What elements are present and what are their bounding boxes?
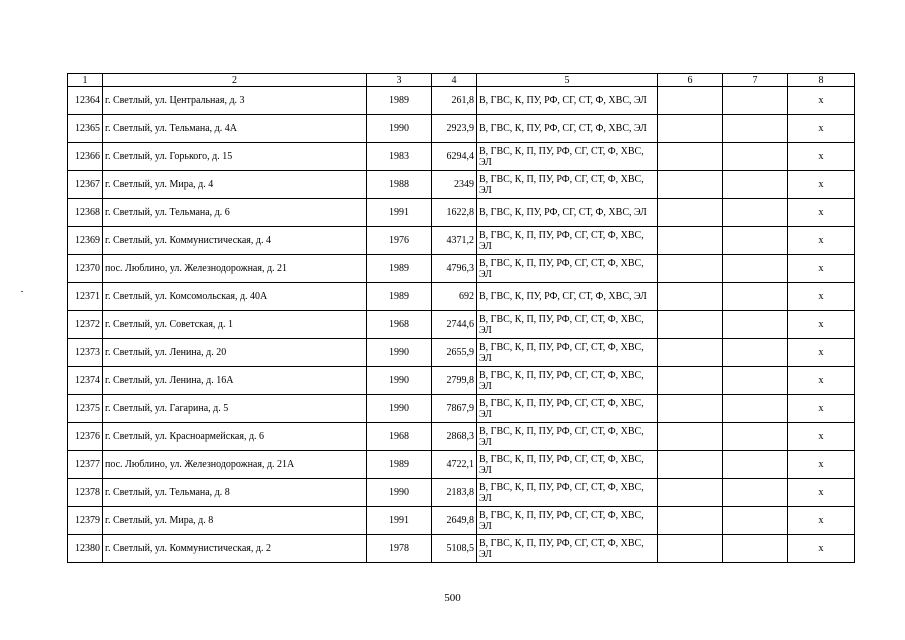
mark-cell: х xyxy=(788,199,855,227)
table-row xyxy=(68,395,855,423)
mark-cell: х xyxy=(788,227,855,255)
address-cell: г. Светлый, ул. Горького, д. 15 xyxy=(103,143,367,171)
column-7-cell xyxy=(723,227,788,255)
utilities-cell: В, ГВС, К, П, ПУ, РФ, СГ, СТ, Ф, ХВС, ЭЛ xyxy=(477,367,658,395)
area-cell: 2655,9 xyxy=(432,339,477,367)
table-row xyxy=(68,87,855,115)
address-cell: г. Светлый, ул. Комсомольская, д. 40А xyxy=(103,283,367,311)
column-7-cell xyxy=(723,143,788,171)
area-cell: 7867,9 xyxy=(432,395,477,423)
column-6-cell xyxy=(658,451,723,479)
area-cell: 2923,9 xyxy=(432,115,477,143)
record-number-cell: 12372 xyxy=(68,311,103,339)
record-number-cell: 12365 xyxy=(68,115,103,143)
utilities-cell: В, ГВС, К, П, ПУ, РФ, СГ, СТ, Ф, ХВС, ЭЛ xyxy=(477,311,658,339)
column-6-cell xyxy=(658,283,723,311)
utilities-cell: В, ГВС, К, П, ПУ, РФ, СГ, СТ, Ф, ХВС, ЭЛ xyxy=(477,143,658,171)
column-7-cell xyxy=(723,283,788,311)
mark-cell: х xyxy=(788,451,855,479)
year-built-cell: 1989 xyxy=(367,283,432,311)
year-built-cell: 1976 xyxy=(367,227,432,255)
column-7-cell xyxy=(723,367,788,395)
record-number-cell: 12376 xyxy=(68,423,103,451)
utilities-cell: В, ГВС, К, П, ПУ, РФ, СГ, СТ, Ф, ХВС, ЭЛ xyxy=(477,339,658,367)
column-7-cell xyxy=(723,311,788,339)
table-row xyxy=(68,423,855,451)
column-6-cell xyxy=(658,479,723,507)
table-row xyxy=(68,339,855,367)
record-number-cell: 12379 xyxy=(68,507,103,535)
record-number-cell: 12370 xyxy=(68,255,103,283)
record-number-cell: 12366 xyxy=(68,143,103,171)
record-number-cell: 12374 xyxy=(68,367,103,395)
column-number-row xyxy=(68,74,855,87)
record-number-cell: 12375 xyxy=(68,395,103,423)
table-row xyxy=(68,227,855,255)
area-cell: 2183,8 xyxy=(432,479,477,507)
column-7-cell xyxy=(723,339,788,367)
table-row xyxy=(68,479,855,507)
year-built-cell: 1990 xyxy=(367,339,432,367)
address-cell: г. Светлый, ул. Советская, д. 1 xyxy=(103,311,367,339)
table-row xyxy=(68,535,855,563)
column-7-cell xyxy=(723,115,788,143)
area-cell: 261,8 xyxy=(432,87,477,115)
year-built-cell: 1968 xyxy=(367,311,432,339)
utilities-cell: В, ГВС, К, ПУ, РФ, СГ, СТ, Ф, ХВС, ЭЛ xyxy=(477,283,658,311)
mark-cell: х xyxy=(788,535,855,563)
year-built-cell: 1991 xyxy=(367,507,432,535)
year-built-cell: 1983 xyxy=(367,143,432,171)
record-number-cell: 12369 xyxy=(68,227,103,255)
area-cell: 5108,5 xyxy=(432,535,477,563)
address-cell: пос. Люблино, ул. Железнодорожная, д. 21А xyxy=(103,451,367,479)
column-6-cell xyxy=(658,171,723,199)
column-number: 8 xyxy=(788,74,855,87)
mark-cell: х xyxy=(788,283,855,311)
column-7-cell xyxy=(723,255,788,283)
year-built-cell: 1968 xyxy=(367,423,432,451)
column-7-cell xyxy=(723,199,788,227)
address-cell: г. Светлый, ул. Красноармейская, д. 6 xyxy=(103,423,367,451)
area-cell: 1622,8 xyxy=(432,199,477,227)
mark-cell: х xyxy=(788,143,855,171)
address-cell: г. Светлый, ул. Тельмана, д. 6 xyxy=(103,199,367,227)
table-row xyxy=(68,283,855,311)
utilities-cell: В, ГВС, К, ПУ, РФ, СГ, СТ, Ф, ХВС, ЭЛ xyxy=(477,115,658,143)
utilities-cell: В, ГВС, К, П, ПУ, РФ, СГ, СТ, Ф, ХВС, ЭЛ xyxy=(477,227,658,255)
column-7-cell xyxy=(723,507,788,535)
area-cell: 2868,3 xyxy=(432,423,477,451)
area-cell: 4796,3 xyxy=(432,255,477,283)
mark-cell: х xyxy=(788,255,855,283)
utilities-cell: В, ГВС, К, ПУ, РФ, СГ, СТ, Ф, ХВС, ЭЛ xyxy=(477,199,658,227)
column-6-cell xyxy=(658,367,723,395)
year-built-cell: 1990 xyxy=(367,479,432,507)
record-number-cell: 12378 xyxy=(68,479,103,507)
column-6-cell xyxy=(658,507,723,535)
column-6-cell xyxy=(658,227,723,255)
column-6-cell xyxy=(658,143,723,171)
year-built-cell: 1988 xyxy=(367,171,432,199)
year-built-cell: 1990 xyxy=(367,115,432,143)
table-row xyxy=(68,171,855,199)
area-cell: 2744,6 xyxy=(432,311,477,339)
record-number-cell: 12373 xyxy=(68,339,103,367)
area-cell: 4371,2 xyxy=(432,227,477,255)
table-row xyxy=(68,451,855,479)
record-number-cell: 12364 xyxy=(68,87,103,115)
column-number: 7 xyxy=(723,74,788,87)
address-cell: г. Светлый, ул. Ленина, д. 20 xyxy=(103,339,367,367)
page-number: 500 xyxy=(444,592,461,604)
utilities-cell: В, ГВС, К, П, ПУ, РФ, СГ, СТ, Ф, ХВС, ЭЛ xyxy=(477,171,658,199)
record-number-cell: 12367 xyxy=(68,171,103,199)
utilities-cell: В, ГВС, К, П, ПУ, РФ, СГ, СТ, Ф, ХВС, ЭЛ xyxy=(477,535,658,563)
column-7-cell xyxy=(723,451,788,479)
mark-cell: х xyxy=(788,87,855,115)
scan-speck xyxy=(21,291,23,292)
column-number: 6 xyxy=(658,74,723,87)
housing-table xyxy=(67,73,855,563)
table-row xyxy=(68,507,855,535)
area-cell: 692 xyxy=(432,283,477,311)
column-7-cell xyxy=(723,87,788,115)
column-6-cell xyxy=(658,395,723,423)
column-6-cell xyxy=(658,199,723,227)
utilities-cell: В, ГВС, К, П, ПУ, РФ, СГ, СТ, Ф, ХВС, ЭЛ xyxy=(477,479,658,507)
address-cell: г. Светлый, ул. Центральная, д. 3 xyxy=(103,87,367,115)
column-6-cell xyxy=(658,115,723,143)
column-6-cell xyxy=(658,87,723,115)
column-number: 5 xyxy=(477,74,658,87)
mark-cell: х xyxy=(788,339,855,367)
year-built-cell: 1990 xyxy=(367,367,432,395)
area-cell: 2349 xyxy=(432,171,477,199)
address-cell: г. Светлый, ул. Мира, д. 8 xyxy=(103,507,367,535)
mark-cell: х xyxy=(788,479,855,507)
column-7-cell xyxy=(723,395,788,423)
column-6-cell xyxy=(658,423,723,451)
year-built-cell: 1989 xyxy=(367,451,432,479)
address-cell: г. Светлый, ул. Тельмана, д. 4А xyxy=(103,115,367,143)
column-6-cell xyxy=(658,311,723,339)
record-number-cell: 12380 xyxy=(68,535,103,563)
utilities-cell: В, ГВС, К, П, ПУ, РФ, СГ, СТ, Ф, ХВС, ЭЛ xyxy=(477,451,658,479)
year-built-cell: 1989 xyxy=(367,87,432,115)
mark-cell: х xyxy=(788,423,855,451)
record-number-cell: 12368 xyxy=(68,199,103,227)
mark-cell: х xyxy=(788,311,855,339)
table-row xyxy=(68,199,855,227)
table-row xyxy=(68,367,855,395)
year-built-cell: 1989 xyxy=(367,255,432,283)
mark-cell: х xyxy=(788,507,855,535)
area-cell: 2649,8 xyxy=(432,507,477,535)
column-number: 2 xyxy=(103,74,367,87)
year-built-cell: 1978 xyxy=(367,535,432,563)
year-built-cell: 1990 xyxy=(367,395,432,423)
column-7-cell xyxy=(723,535,788,563)
year-built-cell: 1991 xyxy=(367,199,432,227)
area-cell: 6294,4 xyxy=(432,143,477,171)
column-number: 1 xyxy=(68,74,103,87)
utilities-cell: В, ГВС, К, ПУ, РФ, СГ, СТ, Ф, ХВС, ЭЛ xyxy=(477,87,658,115)
address-cell: пос. Люблино, ул. Железнодорожная, д. 21 xyxy=(103,255,367,283)
table-row xyxy=(68,255,855,283)
utilities-cell: В, ГВС, К, П, ПУ, РФ, СГ, СТ, Ф, ХВС, ЭЛ xyxy=(477,423,658,451)
area-cell: 2799,8 xyxy=(432,367,477,395)
table-row xyxy=(68,115,855,143)
address-cell: г. Светлый, ул. Тельмана, д. 8 xyxy=(103,479,367,507)
record-number-cell: 12371 xyxy=(68,283,103,311)
column-number: 4 xyxy=(432,74,477,87)
record-number-cell: 12377 xyxy=(68,451,103,479)
mark-cell: х xyxy=(788,115,855,143)
column-6-cell xyxy=(658,255,723,283)
column-number: 3 xyxy=(367,74,432,87)
mark-cell: х xyxy=(788,171,855,199)
utilities-cell: В, ГВС, К, П, ПУ, РФ, СГ, СТ, Ф, ХВС, ЭЛ xyxy=(477,395,658,423)
table-row xyxy=(68,143,855,171)
mark-cell: х xyxy=(788,395,855,423)
address-cell: г. Светлый, ул. Гагарина, д. 5 xyxy=(103,395,367,423)
column-7-cell xyxy=(723,479,788,507)
address-cell: г. Светлый, ул. Мира, д. 4 xyxy=(103,171,367,199)
table-row xyxy=(68,311,855,339)
column-7-cell xyxy=(723,171,788,199)
column-7-cell xyxy=(723,423,788,451)
column-6-cell xyxy=(658,339,723,367)
column-6-cell xyxy=(658,535,723,563)
address-cell: г. Светлый, ул. Ленина, д. 16А xyxy=(103,367,367,395)
mark-cell: х xyxy=(788,367,855,395)
utilities-cell: В, ГВС, К, П, ПУ, РФ, СГ, СТ, Ф, ХВС, ЭЛ xyxy=(477,255,658,283)
utilities-cell: В, ГВС, К, П, ПУ, РФ, СГ, СТ, Ф, ХВС, ЭЛ xyxy=(477,507,658,535)
area-cell: 4722,1 xyxy=(432,451,477,479)
address-cell: г. Светлый, ул. Коммунистическая, д. 2 xyxy=(103,535,367,563)
address-cell: г. Светлый, ул. Коммунистическая, д. 4 xyxy=(103,227,367,255)
